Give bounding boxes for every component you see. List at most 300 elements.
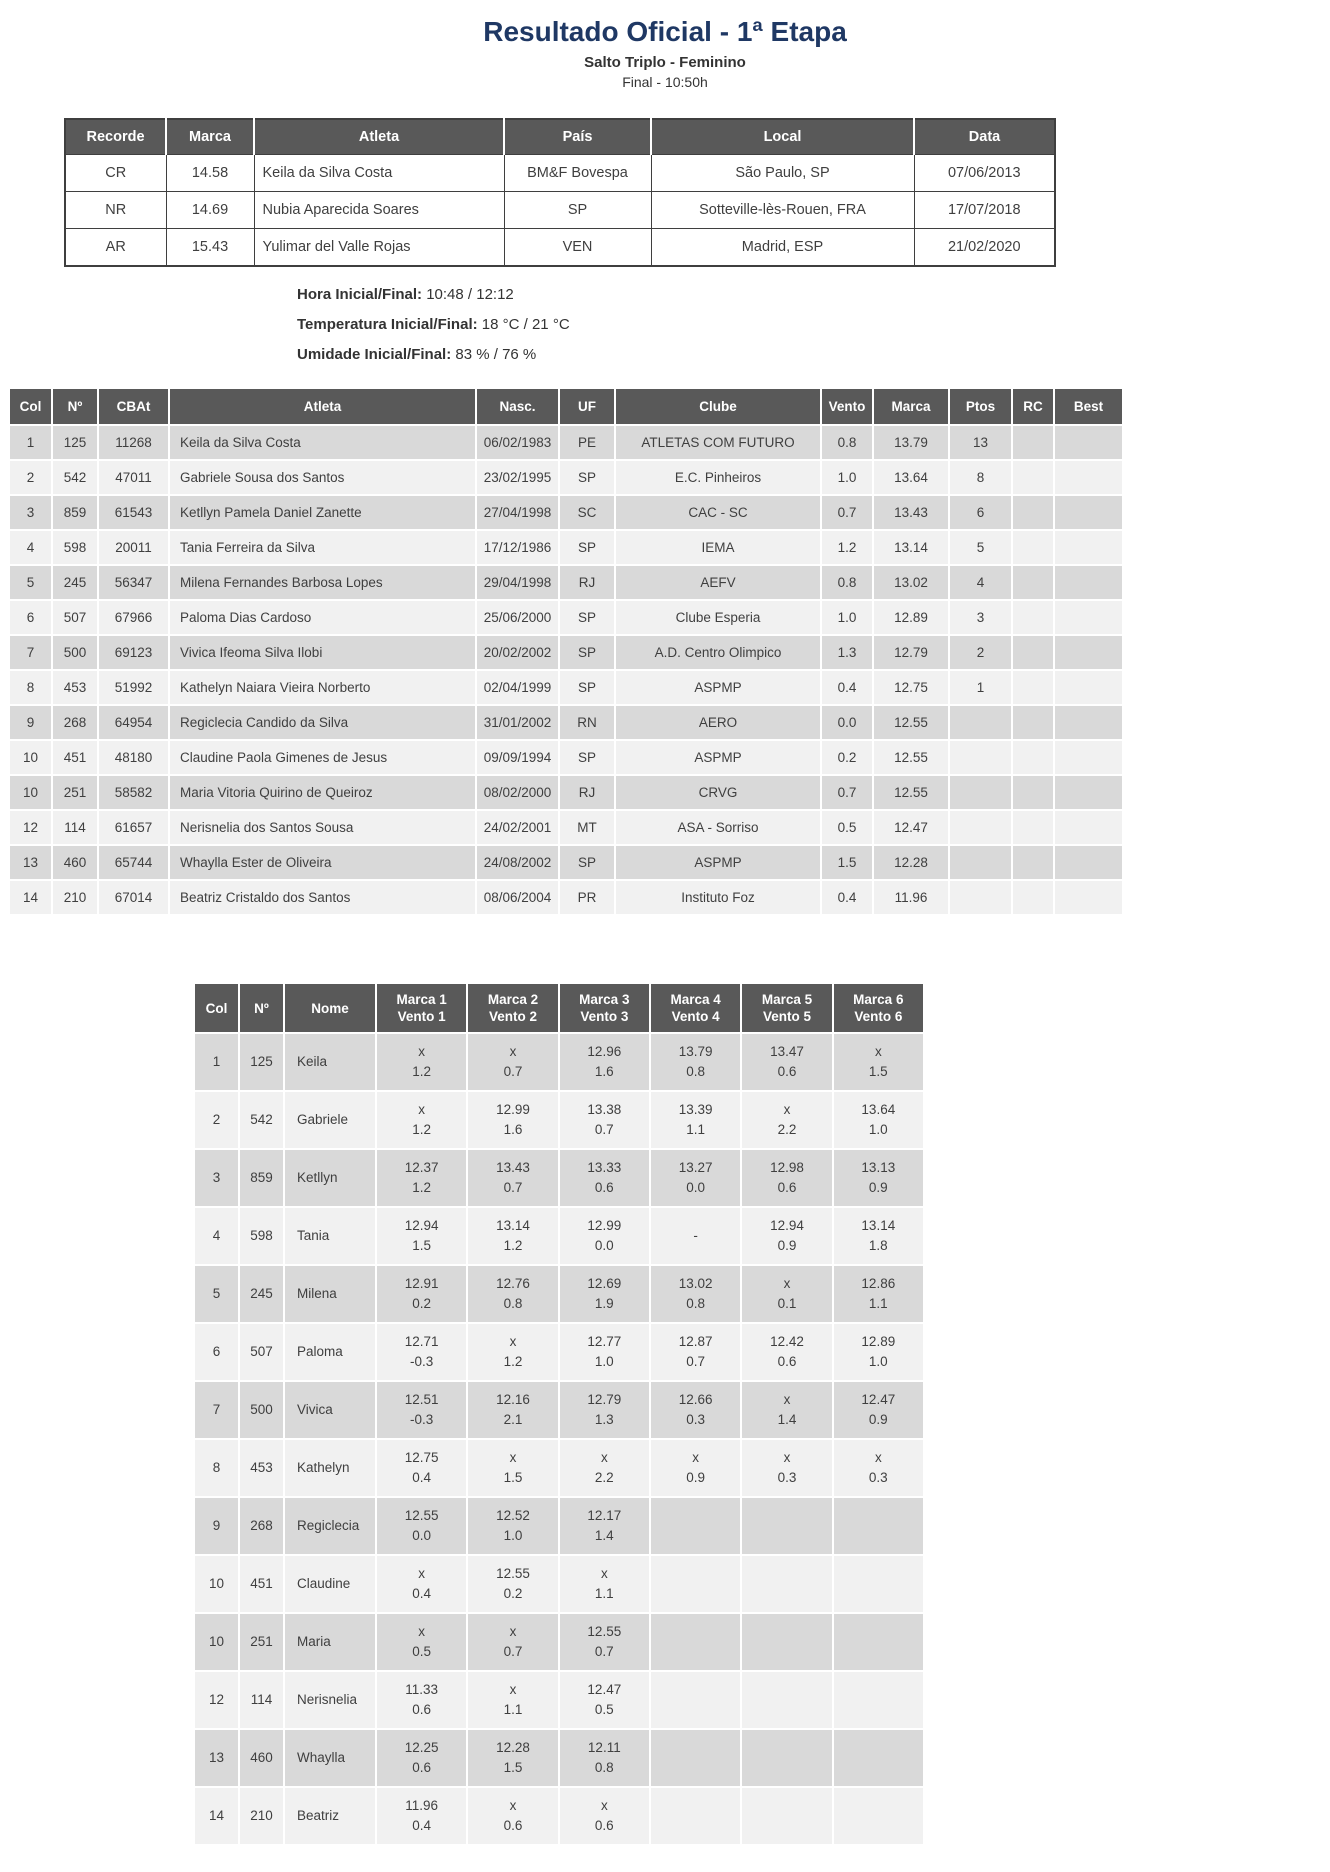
attempt-place-cell: 8 bbox=[194, 1439, 239, 1497]
attempt-wind-value: 1.0 bbox=[503, 1528, 523, 1543]
attempt-mark-cell bbox=[650, 1613, 741, 1671]
result-cell: 859 bbox=[52, 495, 98, 530]
record-cell: 15.43 bbox=[166, 229, 254, 267]
attempts-column-header bbox=[467, 983, 558, 1033]
attempt-mark-value: 12.69 bbox=[587, 1276, 622, 1291]
result-cell: 13.64 bbox=[873, 460, 949, 495]
result-cell: Milena Fernandes Barbosa Lopes bbox=[169, 565, 476, 600]
attempt-mark-cell bbox=[741, 1207, 832, 1265]
attempt-name-cell: Keila bbox=[284, 1033, 376, 1091]
attempt-wind-value: 0.8 bbox=[594, 1760, 614, 1775]
attempt-mark-value: x bbox=[783, 1392, 791, 1407]
result-row bbox=[9, 880, 1123, 915]
attempt-mark-value: 13.14 bbox=[496, 1218, 530, 1233]
attempt-mark-value: x bbox=[874, 1450, 882, 1465]
results-column-header: Clube bbox=[615, 388, 821, 425]
attempt-wind-value: 1.8 bbox=[868, 1238, 888, 1253]
attempt-mark-value: x bbox=[509, 1334, 517, 1349]
attempt-name-cell: Claudine bbox=[284, 1555, 376, 1613]
attempt-mark-value: 12.47 bbox=[861, 1392, 896, 1407]
result-cell bbox=[1012, 495, 1054, 530]
attempt-mark-value: 12.25 bbox=[404, 1740, 439, 1755]
attempt-mark-cell bbox=[376, 1729, 467, 1787]
result-cell: 13 bbox=[949, 425, 1012, 460]
attempt-wind-value: 0.6 bbox=[777, 1180, 797, 1195]
result-cell: 125 bbox=[52, 425, 98, 460]
attempt-mark-value: x bbox=[874, 1044, 882, 1059]
attempt-wind-value: -0.3 bbox=[410, 1354, 434, 1369]
attempts-table bbox=[193, 982, 925, 1846]
attempt-mark-cell bbox=[376, 1439, 467, 1497]
result-cell: 12.55 bbox=[873, 705, 949, 740]
attempt-wind-value: 1.1 bbox=[503, 1702, 523, 1717]
attempt-row bbox=[194, 1091, 924, 1149]
attempt-wind-value: 1.0 bbox=[594, 1354, 614, 1369]
attempt-mark-value: 12.98 bbox=[770, 1160, 804, 1175]
attempt-bib-cell: 251 bbox=[239, 1613, 284, 1671]
attempt-mark-value: 13.39 bbox=[678, 1102, 713, 1117]
attempt-place-cell: 3 bbox=[194, 1149, 239, 1207]
result-cell: 20011 bbox=[98, 530, 169, 565]
result-cell: 13.14 bbox=[873, 530, 949, 565]
attempt-mark-cell bbox=[741, 1149, 832, 1207]
result-cell: 5 bbox=[949, 530, 1012, 565]
record-cell: VEN bbox=[504, 229, 651, 267]
result-cell: 12.55 bbox=[873, 740, 949, 775]
attempt-name-cell: Beatriz bbox=[284, 1787, 376, 1845]
attempt-bib-cell: 125 bbox=[239, 1033, 284, 1091]
result-cell: CRVG bbox=[615, 775, 821, 810]
attempt-mark-cell bbox=[376, 1497, 467, 1555]
attempt-row bbox=[194, 1265, 924, 1323]
attempt-mark-cell bbox=[741, 1497, 832, 1555]
result-cell bbox=[949, 740, 1012, 775]
attempt-mark-value: 12.86 bbox=[861, 1276, 896, 1291]
record-cell: 17/07/2018 bbox=[914, 192, 1055, 229]
attempt-mark-cell bbox=[741, 1381, 832, 1439]
attempt-name-cell: Vivica bbox=[284, 1381, 376, 1439]
result-cell: 1.0 bbox=[821, 460, 873, 495]
attempts-header-line2: Vento 4 bbox=[671, 1009, 720, 1024]
attempt-mark-cell bbox=[376, 1207, 467, 1265]
attempt-wind-value: 0.4 bbox=[412, 1818, 432, 1833]
result-cell: PR bbox=[559, 880, 615, 915]
attempt-mark-cell bbox=[376, 1381, 467, 1439]
attempt-mark-value: 12.89 bbox=[861, 1334, 896, 1349]
attempts-header-line1: Marca 2 bbox=[487, 992, 539, 1007]
attempt-place-cell: 10 bbox=[194, 1613, 239, 1671]
attempt-name-cell: Whaylla bbox=[284, 1729, 376, 1787]
attempt-name-cell: Nerisnelia bbox=[284, 1671, 376, 1729]
attempt-wind-value: 1.4 bbox=[594, 1528, 614, 1543]
result-cell bbox=[1054, 495, 1123, 530]
result-cell: 0.4 bbox=[821, 670, 873, 705]
result-cell: SP bbox=[559, 530, 615, 565]
result-cell: CAC - SC bbox=[615, 495, 821, 530]
results-column-header: Nº bbox=[52, 388, 98, 425]
record-cell: Madrid, ESP bbox=[651, 229, 914, 267]
condition-value: 83 % / 76 % bbox=[451, 346, 537, 363]
record-cell: Nubia Aparecida Soares bbox=[254, 192, 504, 229]
attempt-mark-value: 12.11 bbox=[587, 1740, 621, 1755]
result-cell: Beatriz Cristaldo dos Santos bbox=[169, 880, 476, 915]
record-cell: 14.58 bbox=[166, 155, 254, 192]
attempt-mark-cell bbox=[467, 1613, 558, 1671]
result-cell: 1 bbox=[9, 425, 52, 460]
result-cell: 5 bbox=[9, 565, 52, 600]
attempt-row bbox=[194, 1613, 924, 1671]
attempt-mark-cell bbox=[559, 1787, 650, 1845]
attempt-mark-cell bbox=[376, 1091, 467, 1149]
result-cell: 1.3 bbox=[821, 635, 873, 670]
attempt-mark-cell bbox=[467, 1207, 558, 1265]
attempt-mark-value: 11.96 bbox=[405, 1798, 439, 1813]
result-cell bbox=[1054, 705, 1123, 740]
result-cell: 3 bbox=[949, 600, 1012, 635]
attempt-mark-cell bbox=[833, 1439, 924, 1497]
attempt-wind-value: 0.4 bbox=[412, 1586, 432, 1601]
attempts-column-header bbox=[284, 983, 376, 1033]
attempt-wind-value: 0.6 bbox=[503, 1818, 523, 1833]
condition-line bbox=[297, 315, 1330, 335]
attempt-mark-cell bbox=[467, 1787, 558, 1845]
attempt-mark-value: 12.51 bbox=[404, 1392, 439, 1407]
attempt-mark-cell bbox=[559, 1729, 650, 1787]
result-cell: 08/02/2000 bbox=[476, 775, 559, 810]
attempt-mark-value: 11.33 bbox=[405, 1682, 439, 1697]
attempt-mark-cell bbox=[559, 1091, 650, 1149]
record-cell: AR bbox=[65, 229, 166, 267]
attempt-wind-value: 0.6 bbox=[777, 1064, 797, 1079]
records-column-header: País bbox=[504, 119, 651, 155]
attempt-wind-value: 1.2 bbox=[412, 1064, 432, 1079]
attempt-mark-cell bbox=[650, 1265, 741, 1323]
attempt-mark-cell bbox=[833, 1671, 924, 1729]
result-cell bbox=[1012, 705, 1054, 740]
attempt-name-cell: Tania bbox=[284, 1207, 376, 1265]
result-cell bbox=[1054, 425, 1123, 460]
result-row bbox=[9, 460, 1123, 495]
attempt-bib-cell: 460 bbox=[239, 1729, 284, 1787]
attempt-wind-value: 0.2 bbox=[412, 1296, 432, 1311]
attempts-header-line1: Nome bbox=[311, 1000, 349, 1016]
attempt-mark-cell bbox=[833, 1033, 924, 1091]
attempt-bib-cell: 210 bbox=[239, 1787, 284, 1845]
attempt-wind-value: 1.1 bbox=[594, 1586, 614, 1601]
result-cell: Tania Ferreira da Silva bbox=[169, 530, 476, 565]
result-cell bbox=[1012, 600, 1054, 635]
result-cell: 12 bbox=[9, 810, 52, 845]
result-cell: 460 bbox=[52, 845, 98, 880]
result-cell bbox=[949, 810, 1012, 845]
attempt-mark-value: x bbox=[509, 1798, 517, 1813]
results-column-header: Ptos bbox=[949, 388, 1012, 425]
result-cell: Keila da Silva Costa bbox=[169, 425, 476, 460]
result-cell: ASPMP bbox=[615, 670, 821, 705]
record-cell: 14.69 bbox=[166, 192, 254, 229]
result-cell: 17/12/1986 bbox=[476, 530, 559, 565]
attempt-wind-value: 1.0 bbox=[868, 1354, 888, 1369]
result-cell bbox=[1012, 425, 1054, 460]
attempt-mark-cell bbox=[467, 1729, 558, 1787]
result-cell: Instituto Foz bbox=[615, 880, 821, 915]
record-row bbox=[65, 229, 1055, 267]
attempt-mark-value: x bbox=[600, 1798, 608, 1813]
attempt-mark-cell bbox=[559, 1323, 650, 1381]
results-column-header: Nasc. bbox=[476, 388, 559, 425]
attempt-wind-value: 1.5 bbox=[503, 1470, 523, 1485]
result-cell: 12.55 bbox=[873, 775, 949, 810]
result-cell: AEFV bbox=[615, 565, 821, 600]
attempt-mark-value: 12.77 bbox=[587, 1334, 622, 1349]
attempt-mark-value: 12.42 bbox=[770, 1334, 804, 1349]
result-cell: RN bbox=[559, 705, 615, 740]
attempt-mark-cell bbox=[833, 1091, 924, 1149]
attempt-wind-value: 0.7 bbox=[594, 1644, 614, 1659]
condition-line bbox=[297, 285, 1330, 305]
result-cell: 61543 bbox=[98, 495, 169, 530]
attempts-header-line1: Marca 6 bbox=[853, 992, 904, 1007]
results-column-header: Atleta bbox=[169, 388, 476, 425]
result-cell bbox=[949, 775, 1012, 810]
attempt-place-cell: 7 bbox=[194, 1381, 239, 1439]
attempt-place-cell: 6 bbox=[194, 1323, 239, 1381]
condition-label: Umidade Inicial/Final: bbox=[297, 346, 452, 363]
attempt-row bbox=[194, 1729, 924, 1787]
attempt-mark-value: 12.96 bbox=[587, 1044, 622, 1059]
attempt-mark-value: 12.55 bbox=[587, 1624, 622, 1639]
result-cell bbox=[1054, 810, 1123, 845]
result-row bbox=[9, 810, 1123, 845]
attempt-wind-value: 0.4 bbox=[412, 1470, 432, 1485]
attempt-mark-cell bbox=[741, 1323, 832, 1381]
attempt-mark-cell bbox=[741, 1033, 832, 1091]
attempts-header-line1: Nº bbox=[254, 1000, 269, 1016]
result-cell: Vivica Ifeoma Silva Ilobi bbox=[169, 635, 476, 670]
attempt-mark-cell bbox=[650, 1671, 741, 1729]
attempt-mark-cell bbox=[467, 1265, 558, 1323]
result-cell: 61657 bbox=[98, 810, 169, 845]
attempt-mark-value: x bbox=[600, 1450, 608, 1465]
attempt-bib-cell: 542 bbox=[239, 1091, 284, 1149]
result-cell bbox=[1054, 530, 1123, 565]
attempt-mark-value: 13.33 bbox=[587, 1160, 622, 1175]
result-cell bbox=[1054, 880, 1123, 915]
attempt-mark-cell bbox=[376, 1613, 467, 1671]
attempt-mark-cell bbox=[650, 1207, 741, 1265]
attempt-mark-value: x bbox=[692, 1450, 700, 1465]
attempt-name-cell: Milena bbox=[284, 1265, 376, 1323]
result-cell: Paloma Dias Cardoso bbox=[169, 600, 476, 635]
result-cell: 65744 bbox=[98, 845, 169, 880]
attempt-mark-value: x bbox=[509, 1682, 517, 1697]
result-cell: RJ bbox=[559, 775, 615, 810]
attempt-mark-cell bbox=[650, 1381, 741, 1439]
attempt-mark-cell bbox=[833, 1787, 924, 1845]
results-column-header: Vento bbox=[821, 388, 873, 425]
attempt-wind-value: 2.2 bbox=[594, 1470, 614, 1485]
attempt-row bbox=[194, 1381, 924, 1439]
results-header-row bbox=[9, 388, 1123, 425]
result-cell: Kathelyn Naiara Vieira Norberto bbox=[169, 670, 476, 705]
result-cell bbox=[1054, 565, 1123, 600]
result-cell: E.C. Pinheiros bbox=[615, 460, 821, 495]
result-cell: 0.7 bbox=[821, 775, 873, 810]
attempt-wind-value: 0.6 bbox=[594, 1180, 614, 1195]
records-column-header: Data bbox=[914, 119, 1055, 155]
result-cell: 27/04/1998 bbox=[476, 495, 559, 530]
attempt-mark-value: 12.52 bbox=[496, 1508, 530, 1523]
attempt-mark-value: x bbox=[600, 1566, 608, 1581]
attempt-mark-cell bbox=[741, 1091, 832, 1149]
attempt-mark-cell bbox=[559, 1555, 650, 1613]
attempt-mark-value: 12.66 bbox=[678, 1392, 713, 1407]
attempt-mark-cell bbox=[467, 1439, 558, 1497]
result-cell: 48180 bbox=[98, 740, 169, 775]
attempt-mark-value: 12.71 bbox=[404, 1334, 439, 1349]
result-cell: 0.4 bbox=[821, 880, 873, 915]
result-cell: 7 bbox=[9, 635, 52, 670]
record-cell: 21/02/2020 bbox=[914, 229, 1055, 267]
attempt-mark-cell bbox=[833, 1613, 924, 1671]
attempts-column-header bbox=[376, 983, 467, 1033]
attempt-mark-cell bbox=[467, 1033, 558, 1091]
attempt-mark-value: 13.13 bbox=[861, 1160, 896, 1175]
result-cell: 4 bbox=[949, 565, 1012, 600]
attempt-mark-value: 12.75 bbox=[404, 1450, 439, 1465]
result-cell: 210 bbox=[52, 880, 98, 915]
attempt-bib-cell: 451 bbox=[239, 1555, 284, 1613]
result-cell: 56347 bbox=[98, 565, 169, 600]
attempts-header-line2: Vento 1 bbox=[397, 1009, 446, 1024]
condition-label: Temperatura Inicial/Final: bbox=[297, 316, 478, 333]
attempt-wind-value: 0.9 bbox=[777, 1238, 797, 1253]
attempt-wind-value: 1.2 bbox=[503, 1238, 523, 1253]
result-cell: 4 bbox=[9, 530, 52, 565]
attempt-row bbox=[194, 1787, 924, 1845]
results-column-header: UF bbox=[559, 388, 615, 425]
result-cell: SP bbox=[559, 670, 615, 705]
result-cell: AERO bbox=[615, 705, 821, 740]
attempt-mark-cell bbox=[467, 1149, 558, 1207]
result-cell: 8 bbox=[9, 670, 52, 705]
attempt-mark-value: x bbox=[418, 1624, 426, 1639]
attempt-wind-value: 0.3 bbox=[686, 1412, 706, 1427]
result-cell: Gabriele Sousa dos Santos bbox=[169, 460, 476, 495]
attempt-row bbox=[194, 1439, 924, 1497]
attempts-header-line2: Vento 6 bbox=[854, 1009, 903, 1024]
attempt-bib-cell: 268 bbox=[239, 1497, 284, 1555]
result-cell: 12.75 bbox=[873, 670, 949, 705]
result-cell: 3 bbox=[9, 495, 52, 530]
result-cell: Ketllyn Pamela Daniel Zanette bbox=[169, 495, 476, 530]
result-cell: Maria Vitoria Quirino de Queiroz bbox=[169, 775, 476, 810]
attempt-wind-value: 2.1 bbox=[503, 1412, 523, 1427]
attempt-wind-value: 1.6 bbox=[594, 1064, 614, 1079]
result-cell: 114 bbox=[52, 810, 98, 845]
result-cell: PE bbox=[559, 425, 615, 460]
result-cell: 08/06/2004 bbox=[476, 880, 559, 915]
attempt-wind-value: 0.0 bbox=[686, 1180, 706, 1195]
result-cell: 11.96 bbox=[873, 880, 949, 915]
attempt-name-cell: Ketllyn bbox=[284, 1149, 376, 1207]
attempt-mark-value: 13.14 bbox=[861, 1218, 896, 1233]
result-cell bbox=[1012, 810, 1054, 845]
result-cell: IEMA bbox=[615, 530, 821, 565]
result-cell: 251 bbox=[52, 775, 98, 810]
condition-line bbox=[297, 345, 1330, 365]
attempts-header-line1: Marca 5 bbox=[761, 992, 813, 1007]
attempt-wind-value: 1.2 bbox=[503, 1354, 523, 1369]
result-cell bbox=[1054, 600, 1123, 635]
attempt-mark-cell bbox=[741, 1439, 832, 1497]
result-cell bbox=[1012, 635, 1054, 670]
round-time: Final - 10:50h bbox=[622, 74, 708, 90]
result-cell: ASPMP bbox=[615, 845, 821, 880]
result-cell bbox=[1012, 775, 1054, 810]
attempt-bib-cell: 507 bbox=[239, 1323, 284, 1381]
result-cell: 1 bbox=[949, 670, 1012, 705]
attempt-wind-value: 1.2 bbox=[412, 1122, 432, 1137]
attempt-mark-value: 12.55 bbox=[404, 1508, 439, 1523]
attempt-mark-cell bbox=[559, 1149, 650, 1207]
result-cell: SC bbox=[559, 495, 615, 530]
attempt-wind-value: 1.2 bbox=[412, 1180, 432, 1195]
result-cell: Regiclecia Candido da Silva bbox=[169, 705, 476, 740]
attempt-mark-value: 12.55 bbox=[496, 1566, 530, 1581]
attempt-mark-cell bbox=[376, 1555, 467, 1613]
attempt-name-cell: Regiclecia bbox=[284, 1497, 376, 1555]
record-row bbox=[65, 192, 1055, 229]
result-cell: 1.0 bbox=[821, 600, 873, 635]
result-cell: 10 bbox=[9, 775, 52, 810]
result-cell: 13.43 bbox=[873, 495, 949, 530]
attempt-place-cell: 4 bbox=[194, 1207, 239, 1265]
record-row bbox=[65, 155, 1055, 192]
results-column-header: CBAt bbox=[98, 388, 169, 425]
attempts-header-line2: Vento 3 bbox=[580, 1009, 629, 1024]
result-cell: MT bbox=[559, 810, 615, 845]
attempt-mark-cell bbox=[559, 1033, 650, 1091]
result-cell: 47011 bbox=[98, 460, 169, 495]
attempt-mark-value: x bbox=[418, 1044, 426, 1059]
attempt-mark-cell bbox=[376, 1787, 467, 1845]
result-cell: 6 bbox=[9, 600, 52, 635]
attempt-row bbox=[194, 1033, 924, 1091]
attempt-mark-value: 12.94 bbox=[770, 1218, 804, 1233]
attempt-mark-value: 12.94 bbox=[404, 1218, 439, 1233]
attempt-mark-value: 13.27 bbox=[678, 1160, 713, 1175]
attempt-row bbox=[194, 1671, 924, 1729]
attempt-wind-value: 0.5 bbox=[412, 1644, 432, 1659]
result-cell: 0.8 bbox=[821, 565, 873, 600]
attempts-header-row bbox=[194, 983, 924, 1033]
attempt-wind-value: 0.9 bbox=[686, 1470, 706, 1485]
attempt-mark-cell bbox=[650, 1149, 741, 1207]
result-cell: Clube Esperia bbox=[615, 600, 821, 635]
records-column-header: Marca bbox=[166, 119, 254, 155]
attempt-mark-value: 12.87 bbox=[678, 1334, 713, 1349]
attempt-bib-cell: 245 bbox=[239, 1265, 284, 1323]
attempt-wind-value: 0.7 bbox=[503, 1644, 523, 1659]
attempts-column-header bbox=[741, 983, 832, 1033]
attempt-mark-cell bbox=[559, 1497, 650, 1555]
attempt-bib-cell: 114 bbox=[239, 1671, 284, 1729]
result-cell: 13.02 bbox=[873, 565, 949, 600]
attempt-wind-value: 0.7 bbox=[686, 1354, 706, 1369]
attempt-mark-cell bbox=[376, 1033, 467, 1091]
result-cell: 500 bbox=[52, 635, 98, 670]
